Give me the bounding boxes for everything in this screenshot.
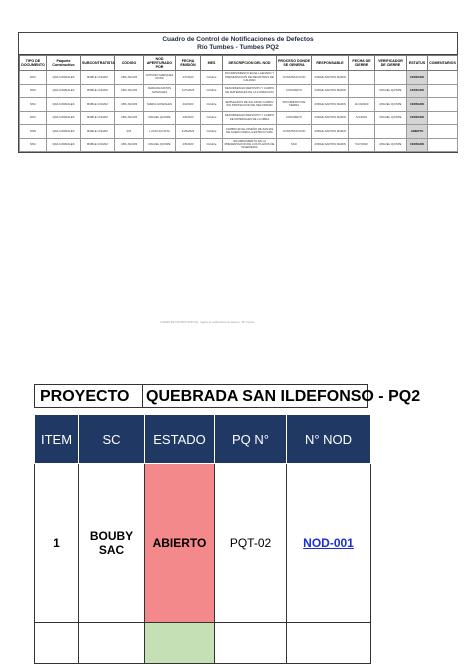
control-table-cell: 4/5/2023 <box>176 138 201 152</box>
nod-link[interactable]: NOD-001 <box>287 464 371 623</box>
control-table-cell: CAMBIO EN EL DISEÑO DE ZANJAS DE ACERO PARA LA ESTRUCTURA <box>223 125 277 139</box>
control-table-cell: Octubre <box>201 111 223 125</box>
control-table-row <box>20 111 458 125</box>
control-table-cell: BOBLE CONAM <box>81 125 115 139</box>
control-table-title-line2: Río Tumbes - Tumbes PQ2 <box>197 43 279 51</box>
items-table <box>34 414 371 664</box>
control-table-header-cell: MES <box>201 56 223 71</box>
control-table-header-cell: ESTATUS <box>407 56 428 71</box>
control-table-cell: QDA CORRALES <box>47 138 81 152</box>
control-table-cell: BOBLE CONAM <box>81 138 115 152</box>
status-cell: CERRADO <box>407 138 428 152</box>
control-table-cell: JORGE SANTOS MARIN <box>312 84 349 98</box>
control-table-cell: 4/2/2023 <box>176 98 201 112</box>
estado-cell: ABIERTO <box>145 464 215 623</box>
items-header-row <box>35 415 371 464</box>
control-table-cell: 4/7/2023 <box>176 71 201 85</box>
status-cell: CERRADO <box>407 98 428 112</box>
project-name: QUEBRADA SAN ILDEFONSO - PQ2 <box>142 384 368 408</box>
control-table-cell: Octubre <box>201 84 223 98</box>
control-table-cell: CBC-N0-003 <box>115 111 144 125</box>
control-table-panel <box>18 32 458 153</box>
control-table-row <box>20 84 458 98</box>
control-table-cell: 12/7/2023 <box>176 84 201 98</box>
control-table-cell: JORGE SANTOS MARIN <box>312 125 349 139</box>
control-table-cell: NNC <box>20 84 47 98</box>
items-header-estado: ESTADO <box>145 415 215 464</box>
control-table-cell: 11/10/2023 <box>349 98 375 112</box>
control-table-cell: CBC-N0-003 <box>115 138 144 152</box>
control-table-cell: NNC <box>20 98 47 112</box>
footnote-text: CUADRO DE CONTROL NOD PQ2 - registro de notificaciones de defectos - Rio Tumbes <box>160 321 255 324</box>
items-header-nod: N° NOD <box>287 415 371 464</box>
items-header-item: ITEM <box>35 415 79 464</box>
control-table-cell: Octubre <box>201 125 223 139</box>
control-table-cell <box>428 98 458 112</box>
control-table-cell: MIGUEL QUISPE <box>375 138 407 152</box>
control-table-cell: Octubre <box>201 98 223 112</box>
estado-cell <box>145 623 215 664</box>
control-table-cell: MOVIMIENTO DE TIERRA <box>277 98 312 112</box>
control-table-cell: JORGE SANTOS MARIN <box>312 71 349 85</box>
items-row <box>35 464 371 623</box>
project-label: PROYECTO <box>34 384 142 408</box>
status-cell: ABIERTO <box>407 125 428 139</box>
control-table-cell: MARIANA MATOS GONZALES <box>144 84 176 98</box>
control-table-header-cell: TIPO DE DOCUMENTO <box>20 56 47 71</box>
control-table-cell: MARIA GONZALES <box>144 98 176 112</box>
items-header-sc: SC <box>79 415 145 464</box>
control-table-cell: JORGE SANTOS MARIN <box>312 98 349 112</box>
status-cell: CERRADO <box>407 71 428 85</box>
control-table-header-cell: Paquete Constructivo <box>47 56 81 71</box>
control-table-cell <box>428 71 458 85</box>
control-table-row <box>20 125 458 139</box>
control-table-cell: BOBLE CONAM <box>81 111 115 125</box>
control-table-header-cell: NOD APERTURADO POR <box>144 56 176 71</box>
control-table-header-cell: CÓDIGO <box>115 56 144 71</box>
control-table-row <box>20 138 458 152</box>
control-table-cell: NNC <box>20 111 47 125</box>
control-table-cell: NNC <box>20 138 47 152</box>
control-table-cell: Octubre <box>201 71 223 85</box>
control-table-cell: CBC-N0-003 <box>115 98 144 112</box>
control-table-row <box>20 71 458 85</box>
control-table-title-line1: Cuadro de Control de Notificaciones de Defectos <box>162 36 314 43</box>
items-row <box>35 623 371 664</box>
pq-cell <box>215 623 287 664</box>
control-table-cell: DESORDEN EN DEPOSITO Y CAMPO DE MATERIALES DE LA OBRA <box>223 111 277 125</box>
control-table-cell: QDA CORRALES <box>47 98 81 112</box>
control-table-header-cell: PROCESO DONDE SE GENERA <box>277 56 312 71</box>
control-table-header-cell: FECHA DE CIERRE <box>349 56 375 71</box>
control-table-cell: 001 <box>115 125 144 139</box>
control-table-header-row <box>20 56 458 71</box>
control-table-cell <box>375 71 407 85</box>
control-table <box>19 55 458 152</box>
control-table-cell: BOBLE CONAM <box>81 84 115 98</box>
control-table-cell <box>375 125 407 139</box>
control-table-cell <box>428 111 458 125</box>
control-table-cell <box>349 84 375 98</box>
control-table-cell: BOBLE CONAM <box>81 98 115 112</box>
control-table-cell: INCUMPLIMIENTO EN EL LLENADO Y PRESENTACION DE REGISTROS DE CALIDAD <box>223 71 277 85</box>
control-table-header-cell: COMENTARIOS <box>428 56 458 71</box>
control-table-cell <box>349 125 375 139</box>
control-table-cell <box>428 125 458 139</box>
control-table-cell <box>349 71 375 85</box>
control-table-header-cell: RESPONSABLE <box>312 56 349 71</box>
sc-cell: BOUBY SAC <box>79 464 145 623</box>
control-table-cell: MIGUEL QUISPE <box>144 138 176 152</box>
control-table-cell: MIGUEL QUISPE <box>375 111 407 125</box>
control-table-cell: DESORDEN EN DEPOSITO Y CAMPO DE MATERIALES DE LA FUNDACION <box>223 84 277 98</box>
control-table-cell: Octubre <box>201 138 223 152</box>
control-table-cell: JORGE SANTOS MARIN <box>312 138 349 152</box>
control-table-title <box>19 33 457 55</box>
control-table-header-cell: SUBCONTRATISTA <box>81 56 115 71</box>
control-table-cell: JORGE SANTOS MARIN <box>312 111 349 125</box>
control-table-cell: BOBLE CONAM <box>81 71 115 85</box>
item-number-cell <box>35 623 79 664</box>
control-table-row <box>20 98 458 112</box>
nod-link[interactable] <box>287 623 371 664</box>
control-table-cell: CBC-N0-003 <box>115 84 144 98</box>
control-table-cell: 4/6/2023 <box>176 111 201 125</box>
control-table-cell: MIGUEL QUISPE <box>144 111 176 125</box>
control-table-cell: ANTONIO MARQUEZ ROSS <box>144 71 176 85</box>
control-table-cell: MIGUEL QUISPE <box>375 98 407 112</box>
status-cell: CERRADO <box>407 111 428 125</box>
control-table-cell: CONSTRUCCION <box>277 71 312 85</box>
control-table-cell: 4/25/2023 <box>176 125 201 139</box>
control-table-cell: MIGUEL QUISPE <box>375 84 407 98</box>
control-table-cell: QDA CORRALES <box>47 111 81 125</box>
pq-cell: PQT-02 <box>215 464 287 623</box>
control-table-cell: CBC-N0-003 <box>115 71 144 85</box>
control-table-header-cell: VERIFICADOR DE CIERRE <box>375 56 407 71</box>
control-table-cell: EMPLEADOS DE SALUD EN CAMPO SIN PROTECCION DE SEGURIDAD <box>223 98 277 112</box>
control-table-cell <box>428 84 458 98</box>
status-cell: CERRADO <box>407 84 428 98</box>
control-table-cell: LUCIO ACOSTA <box>144 125 176 139</box>
item-number-cell: 1 <box>35 464 79 623</box>
control-table-cell: INCUMPLIMIENTO EN LA PRESENTACION DE LOS PLANOS DE INGENIERIA <box>223 138 277 152</box>
control-table-header-cell: DESCRIPCIÓN DEL NOD <box>223 56 277 71</box>
control-table-cell: SSO <box>277 138 312 152</box>
control-table-cell: QDA CORRALES <box>47 125 81 139</box>
sc-cell <box>79 623 145 664</box>
control-table-cell: QDA CORRALES <box>47 71 81 85</box>
control-table-cell: NNC <box>20 71 47 85</box>
control-table-cell: 5/17/2023 <box>349 138 375 152</box>
items-header-pq: PQ N° <box>215 415 287 464</box>
control-table-header-cell: FECHA EMISIÓN <box>176 56 201 71</box>
control-table-cell: 5/1/2023 <box>349 111 375 125</box>
control-table-cell: QDA CORRALES <box>47 84 81 98</box>
control-table-cell: NNN <box>20 125 47 139</box>
control-table-cell <box>428 138 458 152</box>
control-table-cell: CONSTRUCCION <box>277 125 312 139</box>
control-table-cell: CONCRETO <box>277 84 312 98</box>
control-table-cell: CONCRETO <box>277 111 312 125</box>
